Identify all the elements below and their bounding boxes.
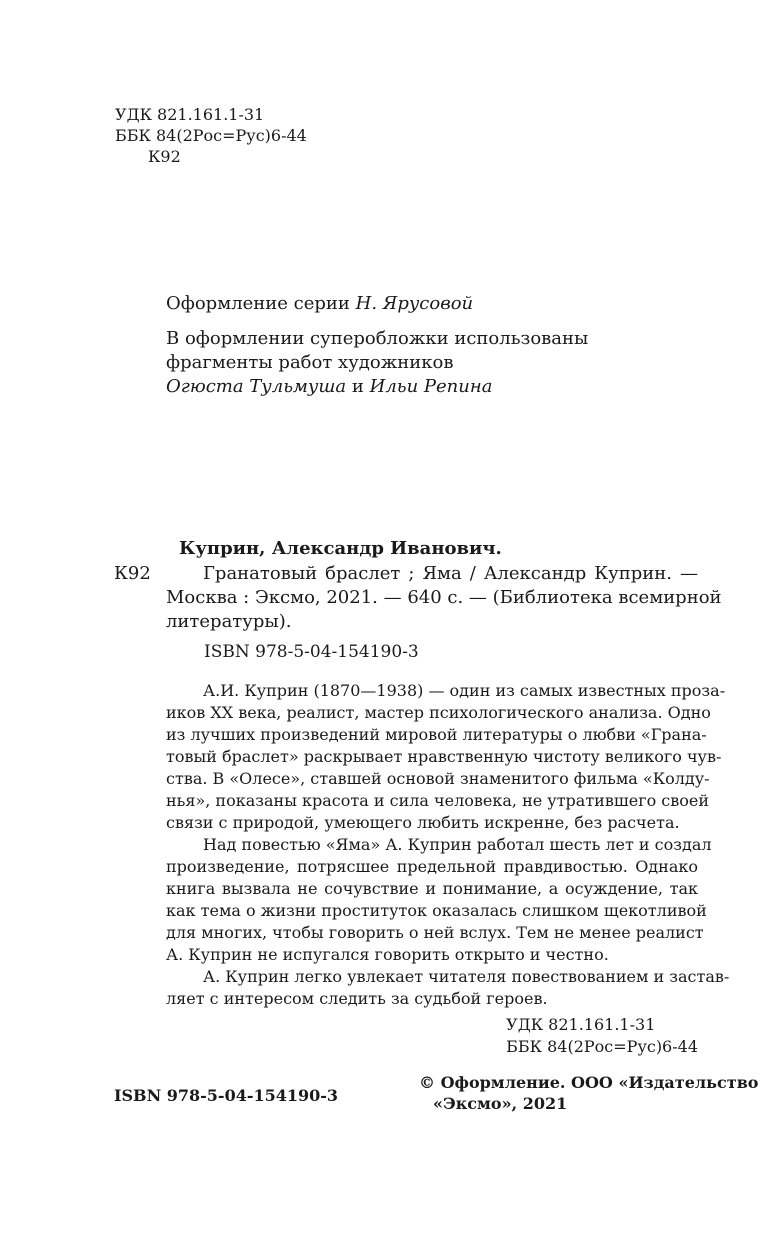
cover-artists xyxy=(166,375,492,399)
annotation-line: ства. В «Олесе», ставшей основой знаменитого фильма «Колду- xyxy=(166,769,710,788)
annotation-line: нья», показаны красота и сила человека, не утратившего своей xyxy=(166,791,710,810)
annotation-line: А.И. Куприн (1870—1938) — один из самых известных проза- xyxy=(203,681,726,700)
annotation-line: из лучших произведений мировой литературы о любви «Грана- xyxy=(166,725,707,744)
annotation-line: А. Куприн не испугался говорить открыто и честно. xyxy=(166,945,609,964)
artists-conjunction: и xyxy=(351,376,364,397)
annotation-line: книга вызвала не сочувствие и понимание, а осуждение, так xyxy=(166,879,698,898)
catalog-isbn: ISBN 978-5-04-154190-3 xyxy=(204,642,419,662)
copyright-line2: «Эксмо», 2021 xyxy=(433,1094,568,1113)
classification-udk: УДК 821.161.1-31 xyxy=(506,1015,656,1034)
cover-credit-line2: фрагменты работ художников xyxy=(166,352,454,373)
annotation-line: произведение, потрясшее предельной правдивостью. Однако xyxy=(166,857,698,876)
annotation-line: иков XX века, реалист, мастер психологического анализа. Одно xyxy=(166,703,711,722)
annotation xyxy=(166,680,730,1010)
series-designer: Н. Ярусовой xyxy=(355,293,474,314)
classification-bbk: ББК 84(2Рос=Рус)6-44 xyxy=(506,1037,698,1056)
header-author-mark: К92 xyxy=(148,147,181,166)
classification-block xyxy=(506,1014,698,1058)
author-heading: Куприн, Александр Иванович. xyxy=(179,538,502,559)
annotation-paragraph-3 xyxy=(166,966,730,1010)
annotation-line: Над повестью «Яма» А. Куприн работал шесть лет и создал xyxy=(203,835,712,854)
copyright-line1: © Оформление. ООО «Издательство xyxy=(419,1073,759,1092)
catalog-entry xyxy=(166,562,722,634)
header-bbk: ББК 84(2Рос=Рус)6-44 xyxy=(115,126,307,145)
cover-credit-line1: В оформлении суперобложки использованы xyxy=(166,328,589,349)
series-design-credit xyxy=(166,292,473,316)
annotation-line: ляет с интересом следить за судьбой героев. xyxy=(166,989,548,1008)
annotation-line: товый браслет» раскрывает нравственную чистоту великого чув- xyxy=(166,747,722,766)
catalog-entry-line: Москва : Эксмо, 2021. — 640 с. — (Библиотека всемирной xyxy=(166,587,722,608)
artist-repin: Ильи Репина xyxy=(369,376,493,397)
annotation-paragraph-2 xyxy=(166,834,712,966)
artist-tulmouche: Огюста Тульмуша xyxy=(166,376,347,397)
header-udk: УДК 821.161.1-31 xyxy=(115,105,265,124)
annotation-line: связи с природой, умеющего любить искренне, без расчета. xyxy=(166,813,680,832)
catalog-margin-mark: К92 xyxy=(114,563,151,584)
annotation-line: А. Куприн легко увлекает читателя повествованием и застав- xyxy=(203,967,730,986)
annotation-line: для многих, чтобы говорить о ней вслух. Тем не менее реалист xyxy=(166,923,704,942)
series-label: Оформление серии xyxy=(166,293,350,314)
annotation-paragraph-1 xyxy=(166,680,726,834)
catalog-entry-line: литературы). xyxy=(166,611,292,632)
catalog-entry-line: Гранатовый браслет ; Яма / Александр Куприн. — xyxy=(203,563,698,584)
annotation-line: как тема о жизни проституток оказалась слишком щекотливой xyxy=(166,901,707,920)
footer-isbn: ISBN 978-5-04-154190-3 xyxy=(114,1086,339,1105)
